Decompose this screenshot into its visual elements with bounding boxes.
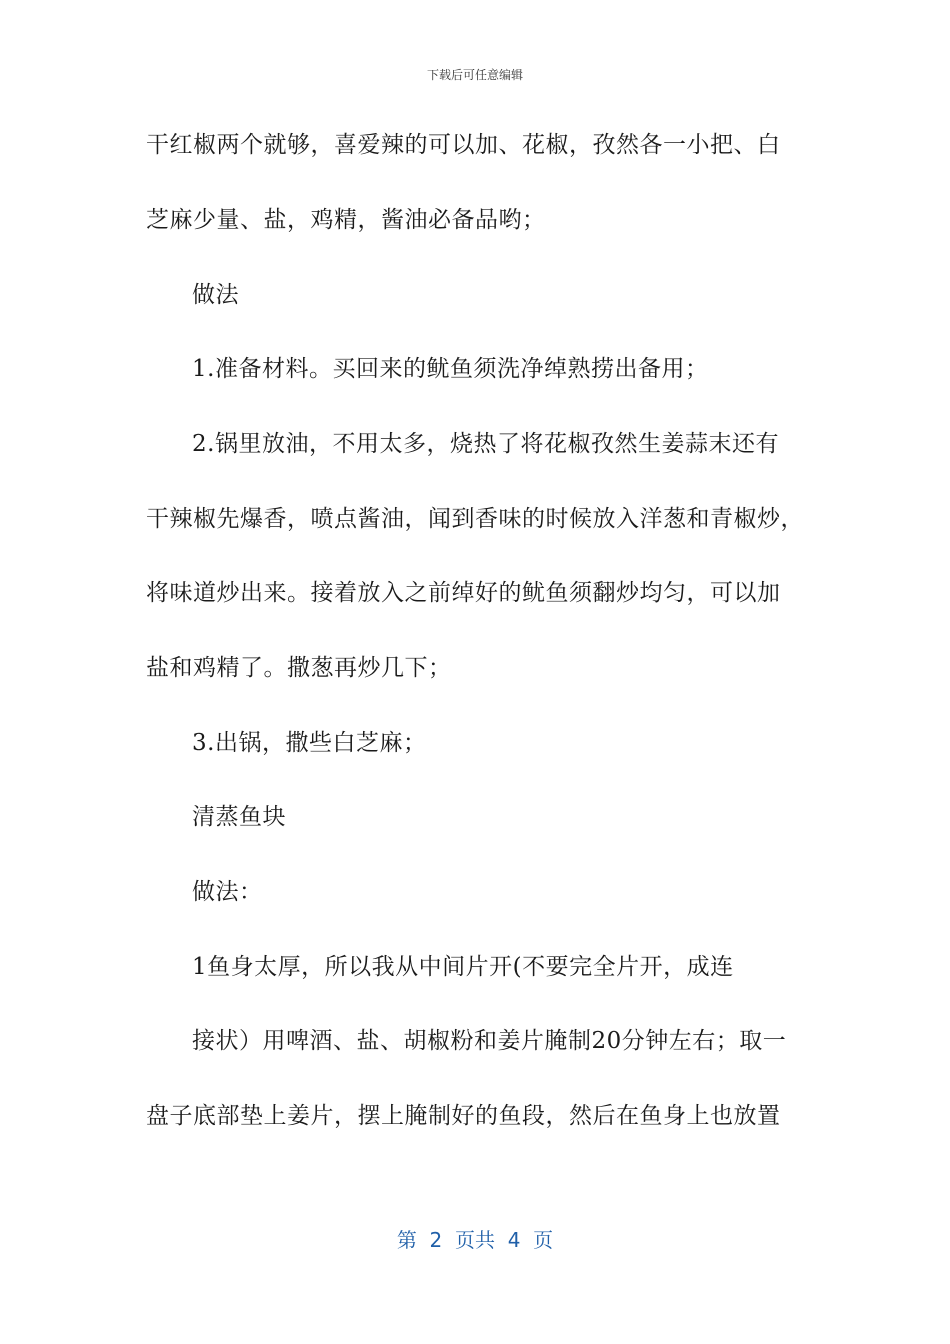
page-header: 下载后可任意编辑: [426, 68, 523, 82]
section-heading: 清蒸鱼块: [192, 804, 286, 830]
section-heading: 做法: [192, 282, 239, 308]
text-line: 1.准备材料。买回来的鱿鱼须洗净绰熟捞出备用；: [192, 356, 709, 382]
text-line: 1鱼身太厚，所以我从中间片开(不要完全片开，成连: [192, 954, 734, 980]
text-line: 盐和鸡精了。撒葱再炒几下；: [146, 655, 452, 681]
text-line: 盘子底部垫上姜片，摆上腌制好的鱼段，然后在鱼身上也放置: [146, 1103, 781, 1129]
text-line: 2.锅里放油，不用太多，烧热了将花椒孜然生姜蒜末还有: [192, 431, 779, 457]
text-line: 干辣椒先爆香，喷点酱油，闻到香味的时候放入洋葱和青椒炒，: [146, 506, 804, 532]
text-line: 将味道炒出来。接着放入之前绰好的鱿鱼须翻炒均匀，可以加: [146, 580, 781, 606]
page-footer: 第 2 页共 4 页: [396, 1228, 554, 1252]
text-line: 接状）用啤酒、盐、胡椒粉和姜片腌制20分钟左右；取一: [192, 1028, 787, 1054]
text-line: 干红椒两个就够，喜爱辣的可以加、花椒，孜然各一小把、白: [146, 132, 781, 158]
text-line: 3.出锅，撒些白芝麻；: [192, 730, 427, 756]
section-heading: 做法：: [192, 879, 263, 905]
text-line: 芝麻少量、盐，鸡精，酱油必备品哟；: [146, 207, 546, 233]
